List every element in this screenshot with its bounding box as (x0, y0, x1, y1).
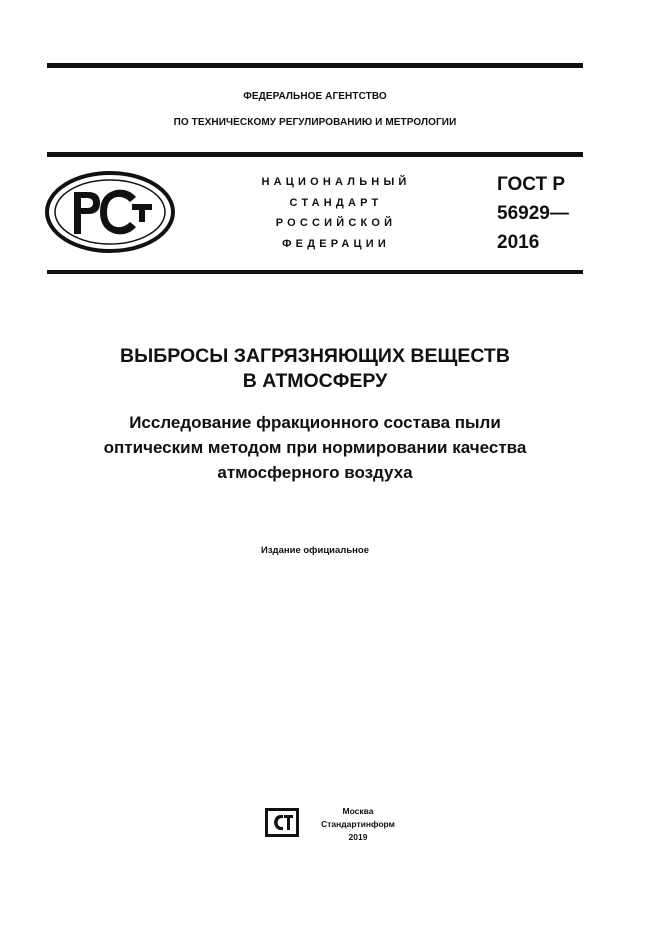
imprint-year: 2019 (348, 832, 368, 842)
standard-type (236, 172, 436, 254)
title-line-2: В АТМОСФЕРУ (242, 370, 388, 392)
imprint-city: Москва (342, 806, 374, 816)
rst-logo-icon (44, 170, 176, 254)
standard-type-line-3: РОССИЙСКОЙ (275, 217, 397, 229)
document-title (47, 344, 583, 394)
agency-line-2: ПО ТЕХНИЧЕСКОМУ РЕГУЛИРОВАНИЮ И МЕТРОЛОГИИ (173, 117, 457, 128)
publisher-logo-icon (265, 808, 299, 837)
subtitle-line-1: Исследование фракционного состава пыли (129, 413, 501, 432)
top-rule (47, 63, 583, 68)
designation-line-3: 2016 (497, 232, 540, 253)
designation-line-1: ГОСТ Р (497, 174, 566, 195)
imprint (305, 805, 411, 844)
document-subtitle (47, 410, 583, 485)
edition-label: Издание официальное (261, 545, 369, 556)
title-line-1: ВЫБРОСЫ ЗАГРЯЗНЯЮЩИХ ВЕЩЕСТВ (120, 345, 510, 367)
agency-line-1: ФЕДЕРАЛЬНОЕ АГЕНТСТВО (243, 91, 387, 102)
standard-type-line-4: ФЕДЕРАЦИИ (282, 237, 390, 250)
standard-type-line-2: СТАНДАРТ (289, 196, 383, 209)
standard-designation (497, 170, 569, 257)
subtitle-line-2: оптическим методом при нормировании качества (103, 438, 527, 457)
standard-type-line-1: НАЦИОНАЛЬНЫЙ (261, 176, 411, 188)
bottom-rule (47, 270, 583, 274)
subtitle-line-3: атмосферного воздуха (217, 463, 413, 482)
imprint-publisher: Стандартинформ (321, 819, 395, 829)
designation-line-2: 56929— (497, 203, 569, 224)
middle-rule (47, 152, 583, 157)
